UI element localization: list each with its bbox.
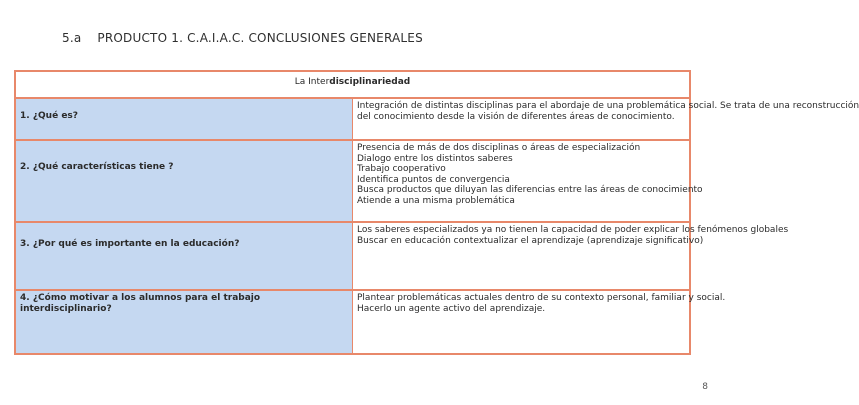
question-cell	[16, 98, 353, 140]
answer-line: Los saberes especializados ya no tienen la capacidad de poder explicar los fenómenos globales	[357, 225, 789, 235]
answer-cell	[353, 140, 703, 222]
page-number: 8	[702, 382, 708, 392]
table-row	[16, 290, 689, 353]
header-plain: La Inter	[294, 77, 330, 87]
answer-line: del conocimiento desde la visión de diferentes áreas de conocimiento.	[357, 111, 675, 122]
header-bold: disciplinariedad	[329, 77, 411, 87]
answer-line: Integración de distintas disciplinas para el abordaje de una problemática social. Se trata de una reconstrucción	[357, 101, 859, 111]
answer-line: Busca productos que diluyan las diferencias entre las áreas de conocimiento	[357, 185, 703, 195]
question-text: 3. ¿Por qué es importante en la educación?	[20, 239, 240, 249]
conclusions-table	[14, 70, 859, 355]
answer-line: Dialogo entre los distintos saberes	[357, 153, 513, 164]
answer-line: Presencia de más de dos disciplinas o áreas de especialización	[357, 143, 641, 153]
question-text: 4. ¿Cómo motivar a los alumnos para el trabajo interdisciplinario?	[20, 293, 261, 314]
question-cell	[16, 290, 353, 353]
answer-line: Plantear problemáticas actuales dentro de su contexto personal, familiar y social.	[357, 293, 726, 303]
table-row	[16, 140, 689, 222]
answer-cell	[353, 98, 859, 140]
slide-number: 5.a	[62, 31, 82, 45]
answer-line: Buscar en educación contextualizar el aprendizaje (aprendizaje significativo)	[357, 235, 704, 246]
answer-line: Trabajo cooperativo	[357, 164, 446, 174]
slide-title	[62, 31, 423, 45]
question-text: 2. ¿Qué características tiene ?	[20, 162, 174, 172]
table-row	[16, 98, 689, 140]
table-header	[16, 72, 689, 98]
answer-line: Identifica puntos de convergencia	[357, 174, 510, 185]
answer-line: Atiende a una misma problemática	[357, 195, 515, 206]
slide-title-text: PRODUCTO 1. C.A.I.A.C. CONCLUSIONES GENERALES	[97, 31, 423, 45]
question-cell	[16, 222, 353, 290]
answer-line: Hacerlo un agente activo del aprendizaje.	[357, 303, 546, 314]
answer-cell	[353, 290, 726, 353]
answer-cell	[353, 222, 789, 290]
question-text: 1. ¿Qué es?	[20, 111, 79, 121]
table-row	[16, 222, 689, 290]
question-cell	[16, 140, 353, 222]
